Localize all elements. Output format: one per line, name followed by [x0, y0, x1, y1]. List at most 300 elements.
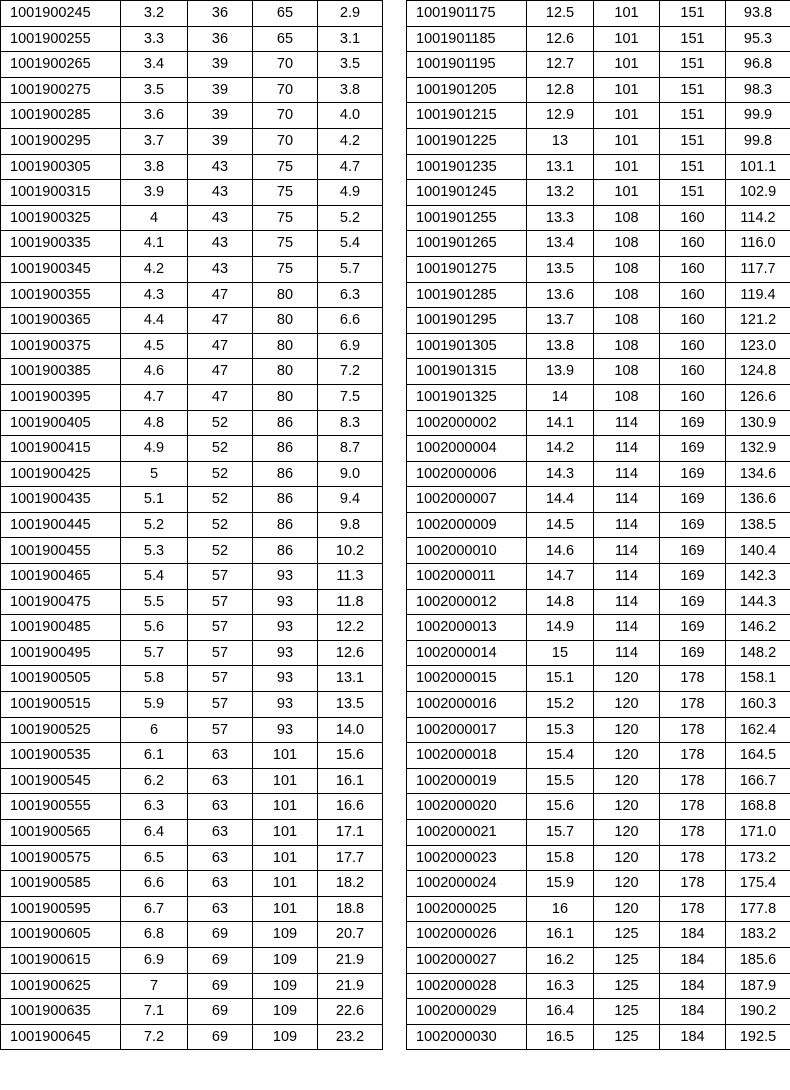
value-cell: 119.4 — [726, 282, 790, 308]
value-cell: 13.3 — [527, 205, 594, 231]
value-cell: 16.1 — [318, 768, 383, 794]
value-cell: 57 — [188, 640, 253, 666]
value-cell: 6.3 — [121, 794, 188, 820]
item-code-cell: 1002000018 — [407, 743, 527, 769]
value-cell: 3.2 — [121, 1, 188, 27]
table-row — [1, 973, 383, 999]
table-row — [407, 52, 790, 78]
value-cell: 75 — [253, 154, 318, 180]
value-cell: 69 — [188, 947, 253, 973]
value-cell: 14.4 — [527, 487, 594, 513]
value-cell: 52 — [188, 538, 253, 564]
item-code-cell: 1001900485 — [1, 615, 121, 641]
item-code-cell: 1002000015 — [407, 666, 527, 692]
value-cell: 101 — [253, 768, 318, 794]
value-cell: 5.9 — [121, 692, 188, 718]
table-row — [407, 77, 790, 103]
value-cell: 109 — [253, 922, 318, 948]
item-code-cell: 1001900435 — [1, 487, 121, 513]
value-cell: 12.5 — [527, 1, 594, 27]
value-cell: 114 — [594, 640, 660, 666]
item-code-cell: 1001900365 — [1, 308, 121, 334]
table-row — [1, 103, 383, 129]
right-table-body — [407, 1, 790, 1050]
item-code-cell: 1002000026 — [407, 922, 527, 948]
value-cell: 16.6 — [318, 794, 383, 820]
table-row — [407, 717, 790, 743]
table-row — [407, 26, 790, 52]
table-row — [1, 615, 383, 641]
value-cell: 9.8 — [318, 512, 383, 538]
item-code-cell: 1001900425 — [1, 461, 121, 487]
item-code-cell: 1001901295 — [407, 308, 527, 334]
value-cell: 114 — [594, 589, 660, 615]
value-cell: 7.5 — [318, 384, 383, 410]
table-row — [407, 1024, 790, 1050]
value-cell: 178 — [660, 743, 726, 769]
value-cell: 3.8 — [121, 154, 188, 180]
value-cell: 168.8 — [726, 794, 790, 820]
value-cell: 69 — [188, 1024, 253, 1050]
table-row — [407, 436, 790, 462]
value-cell: 169 — [660, 640, 726, 666]
value-cell: 57 — [188, 564, 253, 590]
value-cell: 148.2 — [726, 640, 790, 666]
value-cell: 14.3 — [527, 461, 594, 487]
value-cell: 21.9 — [318, 947, 383, 973]
item-code-cell: 1002000016 — [407, 692, 527, 718]
value-cell: 5.5 — [121, 589, 188, 615]
value-cell: 86 — [253, 512, 318, 538]
value-cell: 93 — [253, 589, 318, 615]
value-cell: 93 — [253, 615, 318, 641]
value-cell: 63 — [188, 871, 253, 897]
value-cell: 47 — [188, 333, 253, 359]
value-cell: 151 — [660, 128, 726, 154]
value-cell: 63 — [188, 820, 253, 846]
value-cell: 166.7 — [726, 768, 790, 794]
value-cell: 125 — [594, 999, 660, 1025]
table-row — [1, 154, 383, 180]
value-cell: 123.0 — [726, 333, 790, 359]
table-row — [407, 180, 790, 206]
item-code-cell: 1001901205 — [407, 77, 527, 103]
value-cell: 18.2 — [318, 871, 383, 897]
table-row — [1, 512, 383, 538]
value-cell: 116.0 — [726, 231, 790, 257]
value-cell: 12.6 — [527, 26, 594, 52]
item-code-cell: 1001900275 — [1, 77, 121, 103]
value-cell: 120 — [594, 896, 660, 922]
value-cell: 5.2 — [121, 512, 188, 538]
table-row — [1, 410, 383, 436]
item-code-cell: 1001901175 — [407, 1, 527, 27]
value-cell: 14.5 — [527, 512, 594, 538]
table-row — [1, 666, 383, 692]
table-row — [1, 1, 383, 27]
value-cell: 39 — [188, 103, 253, 129]
value-cell: 57 — [188, 717, 253, 743]
value-cell: 114 — [594, 436, 660, 462]
value-cell: 70 — [253, 103, 318, 129]
value-cell: 120 — [594, 768, 660, 794]
table-row — [1, 487, 383, 513]
item-code-cell: 1002000002 — [407, 410, 527, 436]
table-row — [1, 52, 383, 78]
value-cell: 101 — [594, 128, 660, 154]
value-cell: 151 — [660, 77, 726, 103]
value-cell: 15.8 — [527, 845, 594, 871]
item-code-cell: 1002000012 — [407, 589, 527, 615]
item-code-cell: 1001901185 — [407, 26, 527, 52]
value-cell: 13.1 — [318, 666, 383, 692]
value-cell: 114 — [594, 487, 660, 513]
value-cell: 47 — [188, 384, 253, 410]
value-cell: 6.1 — [121, 743, 188, 769]
value-cell: 86 — [253, 461, 318, 487]
table-row — [1, 1024, 383, 1050]
value-cell: 6.6 — [121, 871, 188, 897]
value-cell: 13.6 — [527, 282, 594, 308]
value-cell: 160 — [660, 333, 726, 359]
table-row — [1, 26, 383, 52]
value-cell: 178 — [660, 768, 726, 794]
value-cell: 178 — [660, 871, 726, 897]
value-cell: 102.9 — [726, 180, 790, 206]
value-cell: 13.5 — [318, 692, 383, 718]
item-code-cell: 1002000020 — [407, 794, 527, 820]
value-cell: 6.4 — [121, 820, 188, 846]
value-cell: 86 — [253, 410, 318, 436]
value-cell: 158.1 — [726, 666, 790, 692]
value-cell: 93 — [253, 692, 318, 718]
left-table-body — [1, 1, 383, 1050]
value-cell: 101 — [594, 103, 660, 129]
value-cell: 14 — [527, 384, 594, 410]
value-cell: 80 — [253, 359, 318, 385]
value-cell: 162.4 — [726, 717, 790, 743]
value-cell: 108 — [594, 333, 660, 359]
item-code-cell: 1001900455 — [1, 538, 121, 564]
value-cell: 178 — [660, 845, 726, 871]
value-cell: 12.8 — [527, 77, 594, 103]
item-code-cell: 1002000027 — [407, 947, 527, 973]
value-cell: 5.7 — [318, 256, 383, 282]
item-code-cell: 1002000024 — [407, 871, 527, 897]
value-cell: 160 — [660, 308, 726, 334]
value-cell: 178 — [660, 717, 726, 743]
value-cell: 4.7 — [121, 384, 188, 410]
value-cell: 9.0 — [318, 461, 383, 487]
value-cell: 169 — [660, 410, 726, 436]
value-cell: 5.6 — [121, 615, 188, 641]
item-code-cell: 1001900385 — [1, 359, 121, 385]
value-cell: 108 — [594, 231, 660, 257]
value-cell: 120 — [594, 743, 660, 769]
value-cell: 70 — [253, 128, 318, 154]
value-cell: 21.9 — [318, 973, 383, 999]
value-cell: 108 — [594, 359, 660, 385]
value-cell: 160 — [660, 231, 726, 257]
value-cell: 134.6 — [726, 461, 790, 487]
value-cell: 57 — [188, 666, 253, 692]
value-cell: 120 — [594, 820, 660, 846]
item-code-cell: 1001900245 — [1, 1, 121, 27]
value-cell: 151 — [660, 1, 726, 27]
value-cell: 11.8 — [318, 589, 383, 615]
item-code-cell: 1001900465 — [1, 564, 121, 590]
value-cell: 160 — [660, 256, 726, 282]
value-cell: 169 — [660, 538, 726, 564]
value-cell: 13.5 — [527, 256, 594, 282]
value-cell: 69 — [188, 922, 253, 948]
value-cell: 4.2 — [121, 256, 188, 282]
value-cell: 4.2 — [318, 128, 383, 154]
value-cell: 15.2 — [527, 692, 594, 718]
value-cell: 13.1 — [527, 154, 594, 180]
value-cell: 86 — [253, 487, 318, 513]
table-row — [407, 512, 790, 538]
item-code-cell: 1002000013 — [407, 615, 527, 641]
item-code-cell: 1001900415 — [1, 436, 121, 462]
table-row — [1, 820, 383, 846]
item-code-cell: 1001900635 — [1, 999, 121, 1025]
value-cell: 160 — [660, 359, 726, 385]
item-code-cell: 1002000028 — [407, 973, 527, 999]
table-row — [1, 282, 383, 308]
item-code-cell: 1001900355 — [1, 282, 121, 308]
value-cell: 63 — [188, 743, 253, 769]
right-data-table — [406, 0, 790, 1050]
value-cell: 108 — [594, 282, 660, 308]
left-data-table — [0, 0, 383, 1050]
value-cell: 12.9 — [527, 103, 594, 129]
item-code-cell: 1002000025 — [407, 896, 527, 922]
value-cell: 120 — [594, 871, 660, 897]
item-code-cell: 1002000019 — [407, 768, 527, 794]
table-row — [1, 564, 383, 590]
table-row — [407, 461, 790, 487]
value-cell: 15.1 — [527, 666, 594, 692]
value-cell: 114 — [594, 564, 660, 590]
value-cell: 5.4 — [318, 231, 383, 257]
value-cell: 160 — [660, 282, 726, 308]
value-cell: 6.6 — [318, 308, 383, 334]
value-cell: 52 — [188, 436, 253, 462]
value-cell: 13 — [527, 128, 594, 154]
value-cell: 69 — [188, 973, 253, 999]
value-cell: 169 — [660, 512, 726, 538]
value-cell: 52 — [188, 487, 253, 513]
table-row — [407, 947, 790, 973]
value-cell: 12.2 — [318, 615, 383, 641]
value-cell: 120 — [594, 845, 660, 871]
value-cell: 101 — [594, 1, 660, 27]
item-code-cell: 1001901285 — [407, 282, 527, 308]
item-code-cell: 1001900545 — [1, 768, 121, 794]
value-cell: 169 — [660, 615, 726, 641]
value-cell: 151 — [660, 103, 726, 129]
table-row — [407, 564, 790, 590]
item-code-cell: 1002000021 — [407, 820, 527, 846]
value-cell: 15 — [527, 640, 594, 666]
table-row — [407, 103, 790, 129]
value-cell: 70 — [253, 77, 318, 103]
item-code-cell: 1001900575 — [1, 845, 121, 871]
value-cell: 5 — [121, 461, 188, 487]
value-cell: 108 — [594, 256, 660, 282]
value-cell: 75 — [253, 231, 318, 257]
value-cell: 184 — [660, 922, 726, 948]
table-row — [1, 640, 383, 666]
value-cell: 124.8 — [726, 359, 790, 385]
value-cell: 114 — [594, 410, 660, 436]
table-row — [1, 922, 383, 948]
item-code-cell: 1001900585 — [1, 871, 121, 897]
value-cell: 5.1 — [121, 487, 188, 513]
value-cell: 184 — [660, 1024, 726, 1050]
value-cell: 101 — [594, 154, 660, 180]
table-row — [407, 384, 790, 410]
value-cell: 13.9 — [527, 359, 594, 385]
value-cell: 17.1 — [318, 820, 383, 846]
value-cell: 142.3 — [726, 564, 790, 590]
value-cell: 3.9 — [121, 180, 188, 206]
value-cell: 126.6 — [726, 384, 790, 410]
value-cell: 6 — [121, 717, 188, 743]
value-cell: 39 — [188, 77, 253, 103]
value-cell: 14.7 — [527, 564, 594, 590]
item-code-cell: 1002000010 — [407, 538, 527, 564]
table-row — [407, 589, 790, 615]
item-code-cell: 1001901225 — [407, 128, 527, 154]
table-row — [407, 333, 790, 359]
value-cell: 5.8 — [121, 666, 188, 692]
value-cell: 3.6 — [121, 103, 188, 129]
value-cell: 98.3 — [726, 77, 790, 103]
value-cell: 93 — [253, 666, 318, 692]
value-cell: 12.7 — [527, 52, 594, 78]
item-code-cell: 1001900305 — [1, 154, 121, 180]
value-cell: 43 — [188, 205, 253, 231]
table-row — [1, 768, 383, 794]
value-cell: 7.2 — [121, 1024, 188, 1050]
value-cell: 39 — [188, 128, 253, 154]
value-cell: 178 — [660, 666, 726, 692]
table-row — [1, 947, 383, 973]
table-row — [1, 256, 383, 282]
item-code-cell: 1001901255 — [407, 205, 527, 231]
value-cell: 13.4 — [527, 231, 594, 257]
value-cell: 16.1 — [527, 922, 594, 948]
value-cell: 70 — [253, 52, 318, 78]
value-cell: 101 — [594, 52, 660, 78]
value-cell: 4.3 — [121, 282, 188, 308]
table-row — [407, 128, 790, 154]
value-cell: 6.7 — [121, 896, 188, 922]
value-cell: 6.2 — [121, 768, 188, 794]
table-row — [1, 999, 383, 1025]
value-cell: 108 — [594, 205, 660, 231]
value-cell: 138.5 — [726, 512, 790, 538]
value-cell: 80 — [253, 308, 318, 334]
table-row — [407, 1, 790, 27]
table-row — [1, 717, 383, 743]
value-cell: 2.9 — [318, 1, 383, 27]
value-cell: 16.3 — [527, 973, 594, 999]
item-code-cell: 1001900625 — [1, 973, 121, 999]
value-cell: 178 — [660, 820, 726, 846]
value-cell: 36 — [188, 26, 253, 52]
item-code-cell: 1001900565 — [1, 820, 121, 846]
value-cell: 75 — [253, 256, 318, 282]
value-cell: 169 — [660, 461, 726, 487]
value-cell: 7 — [121, 973, 188, 999]
value-cell: 9.4 — [318, 487, 383, 513]
item-code-cell: 1002000023 — [407, 845, 527, 871]
value-cell: 15.9 — [527, 871, 594, 897]
value-cell: 10.2 — [318, 538, 383, 564]
value-cell: 125 — [594, 973, 660, 999]
table-row — [407, 205, 790, 231]
value-cell: 80 — [253, 333, 318, 359]
item-code-cell: 1002000017 — [407, 717, 527, 743]
value-cell: 169 — [660, 589, 726, 615]
item-code-cell: 1001900315 — [1, 180, 121, 206]
item-code-cell: 1001901315 — [407, 359, 527, 385]
value-cell: 63 — [188, 794, 253, 820]
table-row — [1, 231, 383, 257]
value-cell: 114 — [594, 615, 660, 641]
table-row — [407, 359, 790, 385]
value-cell: 5.7 — [121, 640, 188, 666]
table-row — [1, 589, 383, 615]
value-cell: 14.8 — [527, 589, 594, 615]
value-cell: 125 — [594, 1024, 660, 1050]
item-code-cell: 1001901275 — [407, 256, 527, 282]
table-row — [407, 256, 790, 282]
value-cell: 4.4 — [121, 308, 188, 334]
item-code-cell: 1002000009 — [407, 512, 527, 538]
value-cell: 175.4 — [726, 871, 790, 897]
value-cell: 14.6 — [527, 538, 594, 564]
value-cell: 15.6 — [318, 743, 383, 769]
value-cell: 11.3 — [318, 564, 383, 590]
value-cell: 177.8 — [726, 896, 790, 922]
value-cell: 169 — [660, 564, 726, 590]
table-row — [407, 794, 790, 820]
item-code-cell: 1001900615 — [1, 947, 121, 973]
value-cell: 47 — [188, 282, 253, 308]
value-cell: 52 — [188, 461, 253, 487]
value-cell: 5.4 — [121, 564, 188, 590]
table-row — [407, 768, 790, 794]
value-cell: 86 — [253, 436, 318, 462]
value-cell: 15.5 — [527, 768, 594, 794]
item-code-cell: 1002000007 — [407, 487, 527, 513]
table-row — [407, 308, 790, 334]
value-cell: 101 — [253, 743, 318, 769]
value-cell: 16 — [527, 896, 594, 922]
value-cell: 117.7 — [726, 256, 790, 282]
value-cell: 185.6 — [726, 947, 790, 973]
value-cell: 109 — [253, 1024, 318, 1050]
value-cell: 13.8 — [527, 333, 594, 359]
value-cell: 4.6 — [121, 359, 188, 385]
table-row — [1, 692, 383, 718]
table-row — [407, 231, 790, 257]
value-cell: 6.9 — [121, 947, 188, 973]
